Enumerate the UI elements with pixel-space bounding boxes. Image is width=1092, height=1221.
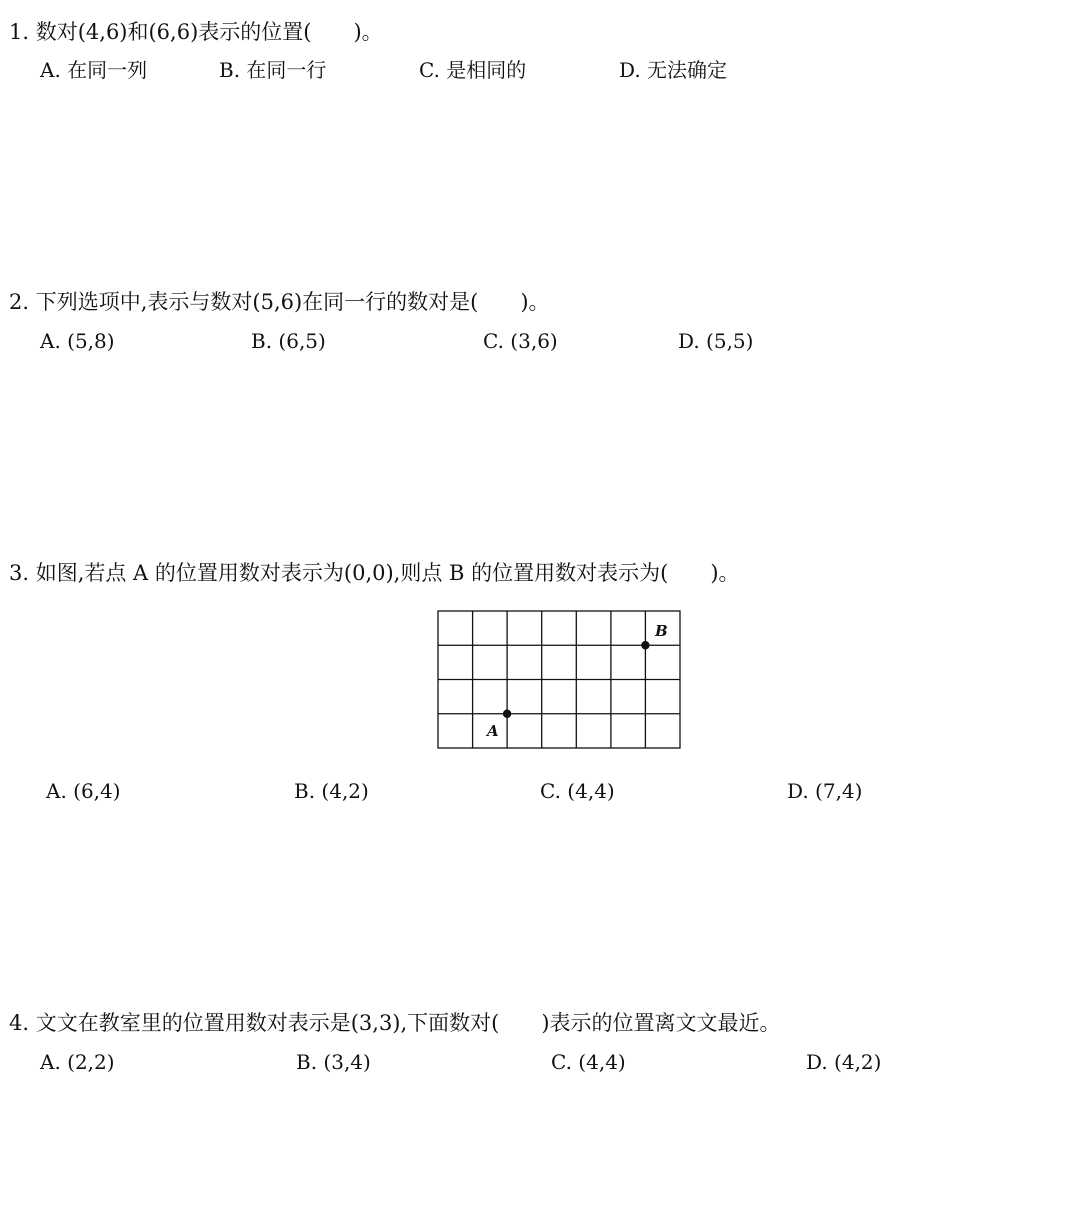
grid-lines (438, 611, 680, 748)
question-1-option-c[interactable]: C. 是相同的 (419, 58, 527, 82)
question-4-option-d[interactable]: D. (4,2) (806, 1050, 882, 1074)
question-4-option-b[interactable]: B. (3,4) (296, 1050, 371, 1074)
point-a-dot (503, 710, 511, 718)
question-3-option-a[interactable]: A. (6,4) (46, 779, 121, 803)
question-3-stem: 3. 如图,若点 A 的位置用数对表示为(0,0),则点 B 的位置用数对表示为( )。 (9, 561, 740, 585)
question-3-option-b[interactable]: B. (4,2) (294, 779, 369, 803)
question-2-option-d[interactable]: D. (5,5) (678, 329, 754, 353)
question-1-option-b[interactable]: B. 在同一行 (219, 58, 327, 82)
point-b-label: B (655, 622, 668, 640)
question-1-option-d[interactable]: D. 无法确定 (619, 58, 728, 82)
question-4-option-c[interactable]: C. (4,4) (551, 1050, 626, 1074)
point-a-label: A (487, 722, 499, 740)
question-2-stem: 2. 下列选项中,表示与数对(5,6)在同一行的数对是( )。 (9, 290, 550, 314)
question-3-option-c[interactable]: C. (4,4) (540, 779, 615, 803)
question-2-option-a[interactable]: A. (5,8) (40, 329, 115, 353)
coordinate-grid-svg (437, 610, 682, 750)
question-4-option-a[interactable]: A. (2,2) (40, 1050, 115, 1074)
question-3-option-d[interactable]: D. (7,4) (787, 779, 863, 803)
question-1-stem: 1. 数对(4,6)和(6,6)表示的位置( )。 (9, 20, 383, 44)
question-2-option-b[interactable]: B. (6,5) (251, 329, 326, 353)
question-2-option-c[interactable]: C. (3,6) (483, 329, 558, 353)
question-1-option-a[interactable]: A. 在同一列 (40, 58, 148, 82)
coordinate-grid-figure (437, 610, 682, 750)
question-4-stem: 4. 文文在教室里的位置用数对表示是(3,3),下面数对( )表示的位置离文文最近。 (9, 1011, 781, 1035)
point-b-dot (641, 641, 649, 649)
